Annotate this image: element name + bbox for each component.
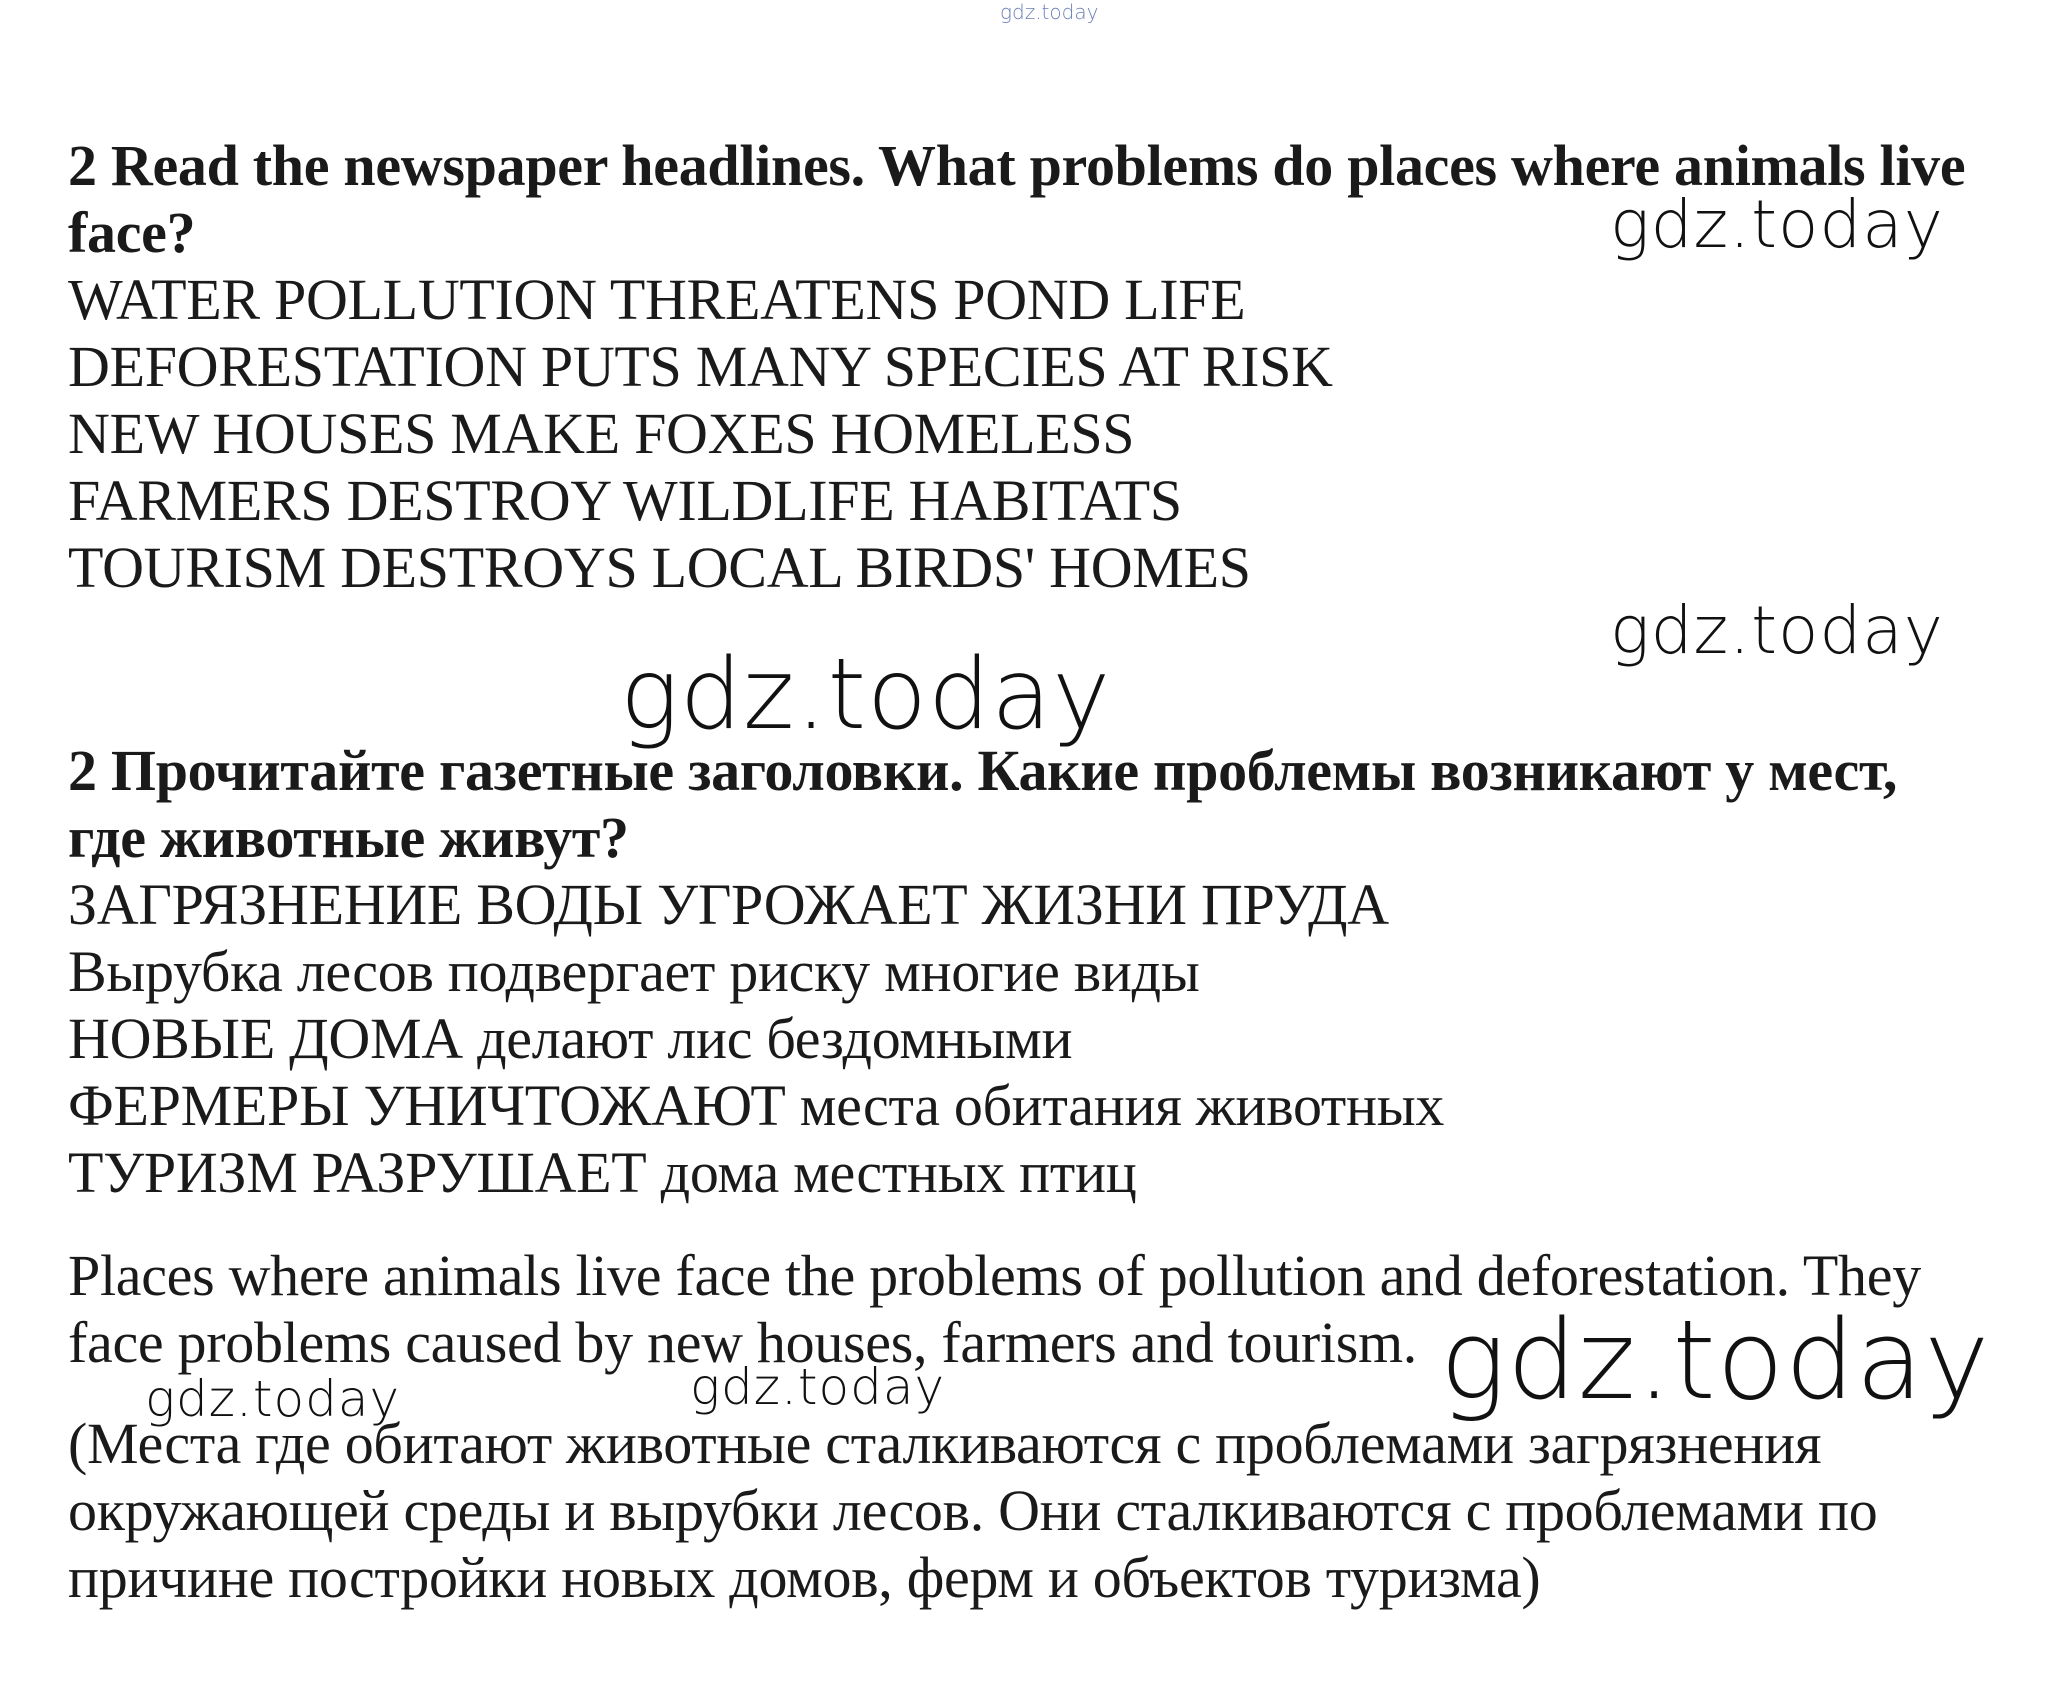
watermark-2: gdz.today [1610, 592, 1944, 669]
answer-en: Places where animals live face the problems of pollution and deforestation. They face problems caused by new houses, farmers and tourism. [68, 1243, 1921, 1375]
headline-en-3: NEW HOUSES MAKE FOXES HOMELESS [68, 401, 1135, 466]
task-title-en-line2: face? [68, 200, 196, 265]
headline-en-5: TOURISM DESTROYS LOCAL BIRDS' HOMES [68, 535, 1251, 600]
answer-ru: (Места где обитают животные сталкиваются с проблемами загрязнения окружающей среды и вырубки лесов. Они сталкиваются с проблемами по причине постройки новых домов, ферм и объектов туризма) [68, 1411, 1878, 1610]
watermark-6: gdz.today [690, 1358, 946, 1416]
watermark-1: gdz.today [1610, 186, 1944, 263]
watermark-5: gdz.today [145, 1370, 401, 1428]
watermark-4: gdz.today [1440, 1296, 1991, 1424]
headline-ru-3: НОВЫЕ ДОМА делают лис бездомными [68, 1006, 1073, 1071]
headline-en-2: DEFORESTATION PUTS MANY SPECIES AT RISK [68, 334, 1333, 399]
headline-ru-2: Вырубка лесов подвергает риску многие виды [68, 939, 1200, 1004]
headline-ru-1: ЗАГРЯЗНЕНИЕ ВОДЫ УГРОЖАЕТ ЖИЗНИ ПРУДА [68, 872, 1389, 937]
headline-en-4: FARMERS DESTROY WILDLIFE HABITATS [68, 468, 1182, 533]
task-title-en-line1: 2 Read the newspaper headlines. What problems do places where animals live [68, 133, 1966, 198]
watermark-3: gdz.today [620, 638, 1112, 752]
headline-ru-4: ФЕРМЕРЫ УНИЧТОЖАЮТ места обитания животных [68, 1073, 1445, 1138]
task-title-ru-line2: где животные живут? [68, 805, 629, 870]
task-title-ru-line1: 2 Прочитайте газетные заголовки. Какие проблемы возникают у мест, [68, 738, 1898, 803]
headline-ru-5: ТУРИЗМ РАЗРУШАЕТ дома местных птиц [68, 1140, 1137, 1205]
watermark-top: gdz.today [1000, 0, 1099, 24]
headline-en-1: WATER POLLUTION THREATENS POND LIFE [68, 267, 1246, 332]
